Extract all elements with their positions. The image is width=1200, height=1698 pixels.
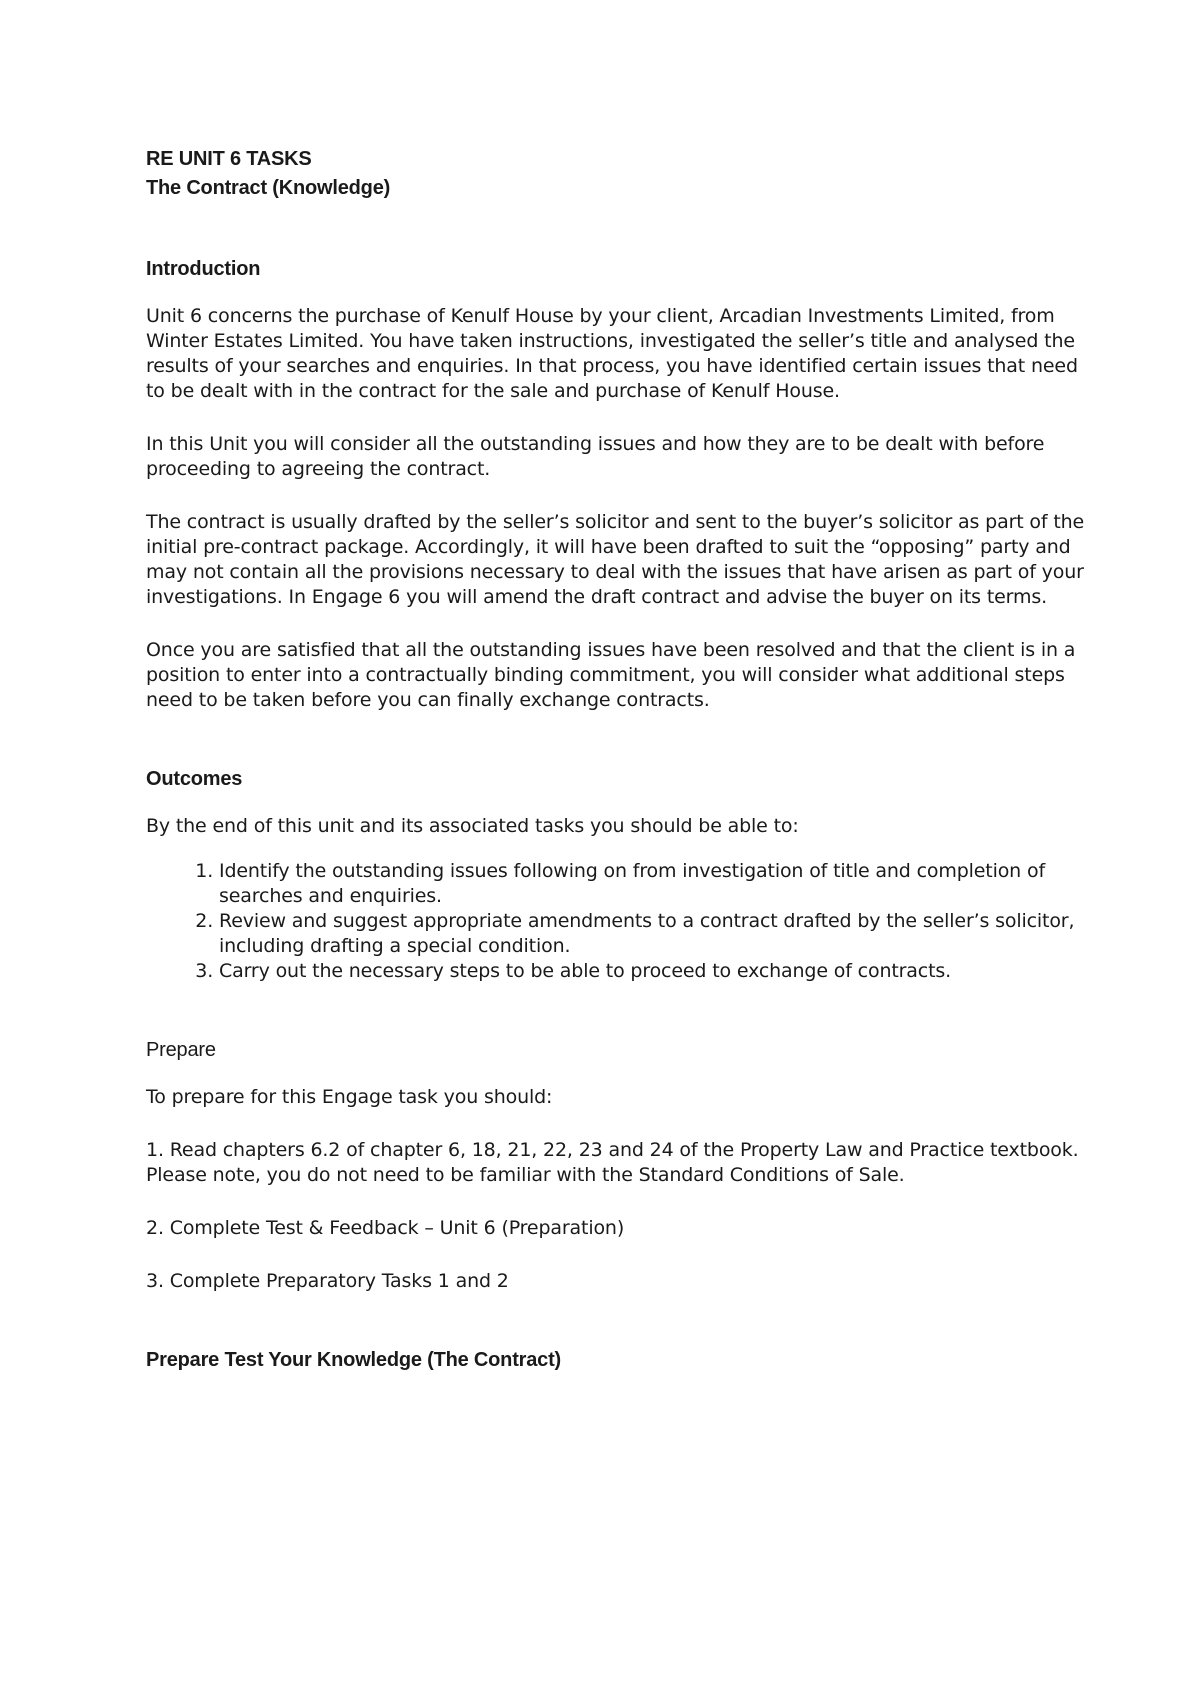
outcome-item: 1. Identify the outstanding issues following on from investigation of title and completion of searches and enquiries. (219, 859, 1086, 909)
introduction-paragraph: In this Unit you will consider all the outstanding issues and how they are to be dealt with before proceeding to agreeing the contract. (146, 433, 1045, 480)
prepare-step: 1. Read chapters 6.2 of chapter 6, 18, 21, 22, 23 and 24 of the Property Law and Practice textbook. Please note, you do not need to be familiar with the Standard Conditions of Sale. (146, 1139, 1079, 1186)
prepare-intro: To prepare for this Engage task you should: (146, 1086, 553, 1108)
outcomes-intro: By the end of this unit and its associated tasks you should be able to: (146, 815, 799, 837)
document-page (146, 145, 1086, 1375)
test-your-knowledge-heading: Prepare Test Your Knowledge (The Contract) (146, 1349, 561, 1371)
introduction-paragraph: The contract is usually drafted by the seller’s solicitor and sent to the buyer’s solicitor as part of the initial pre-contract package. Accordingly, it will have been drafted to suit the “opposing” party and may not contain all the provisions necessary to deal with the issues that have arisen as part of your investigations. In Engage 6 you will amend the draft contract and advise the buyer on its terms. (146, 511, 1085, 608)
introduction-paragraph: Once you are satisfied that all the outstanding issues have been resolved and that the client is in a position to enter into a contractually binding commitment, you will consider what additional steps need to be taken before you can finally exchange contracts. (146, 639, 1076, 711)
outcome-item: 3. Carry out the necessary steps to be able to proceed to exchange of contracts. (219, 959, 1086, 984)
outcome-item: 2. Review and suggest appropriate amendments to a contract drafted by the seller’s solicitor, including drafting a special condition. (219, 909, 1086, 959)
prepare-step: 2. Complete Test & Feedback – Unit 6 (Preparation) (146, 1217, 625, 1239)
introduction-heading: Introduction (146, 258, 261, 280)
introduction-paragraph: Unit 6 concerns the purchase of Kenulf House by your client, Arcadian Investments Limited, from Winter Estates Limited. You have taken instructions, investigated the seller’s title and analysed the results of your searches and enquiries. In that process, you have identified certain issues that need to be dealt with in the contract for the sale and purchase of Kenulf House. (146, 305, 1078, 402)
outcomes-list (146, 859, 1086, 984)
prepare-heading: Prepare (146, 1039, 216, 1061)
document-subtitle: The Contract (Knowledge) (146, 177, 391, 199)
document-title: RE UNIT 6 TASKS (146, 148, 312, 170)
outcomes-heading: Outcomes (146, 768, 243, 790)
prepare-step: 3. Complete Preparatory Tasks 1 and 2 (146, 1270, 509, 1292)
